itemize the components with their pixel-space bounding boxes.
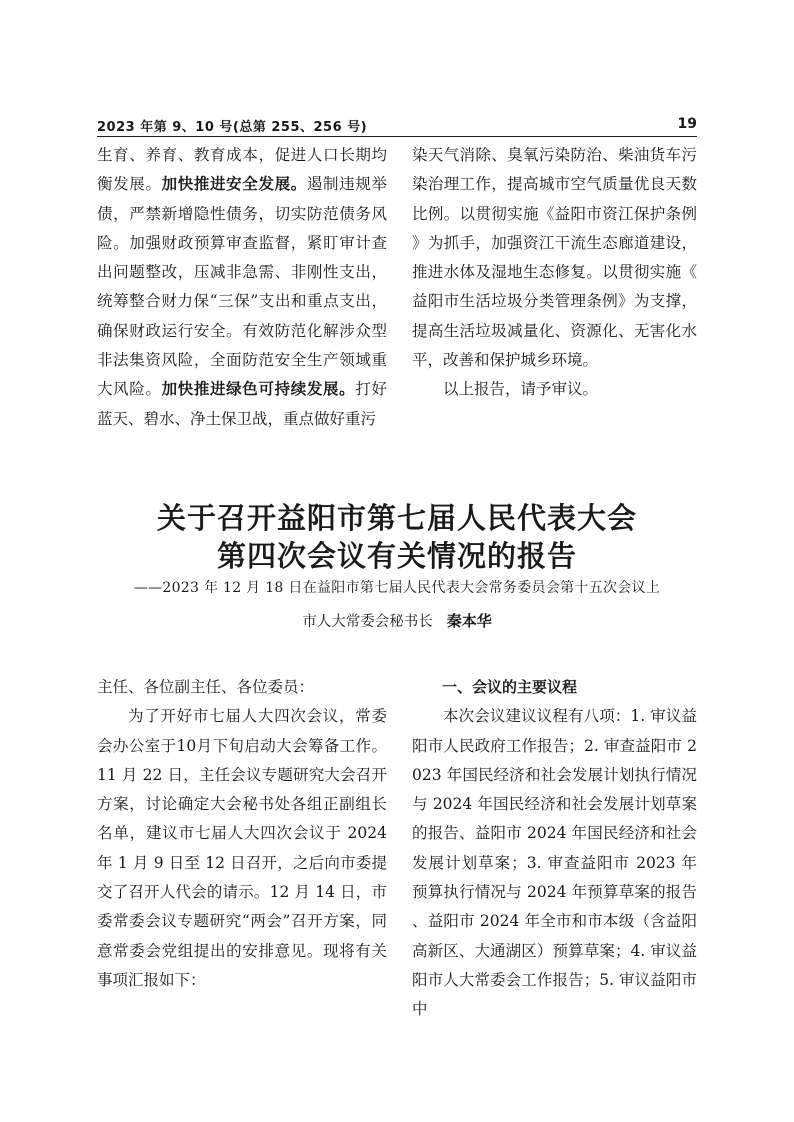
article-subtitle: ——2023 年 12 月 18 日在益阳市第七届人民代表大会常务委员会第十五次会议上 (133, 580, 661, 596)
author-name: 秦本华 (446, 612, 492, 630)
section-heading: 一、会议的主要议程 (442, 678, 578, 696)
article-title-line1: 关于召开益阳市第七届人民代表大会 (156, 501, 637, 535)
highlight-safety: 加快推进安全发展。 (161, 175, 307, 194)
issue-label: 2023 年第 9、10 号(总第 255、256 号) (97, 120, 368, 135)
closing-line: 以上报告，请予审议。 (443, 380, 599, 399)
article-title-line2: 第四次会议有关情况的报告 (216, 539, 577, 573)
top-right-column (412, 141, 697, 405)
body-left-column (97, 673, 387, 995)
author-line (0, 610, 794, 631)
top-right-paragraph: 染天气消除、臭氧污染防治、柴油货车污染治理工作，提高城市空气质量优良天数比例。以贯彻实施《益阳市资江保护条例》为抓手，加强资江干流生态廊道建设，推进水体及湿地生态修复。以贯彻实施《益阳市生活垃圾分类管理条例》为支撑，提高生活垃圾减量化、资源化、无害化水平，改善和保护城乡环境。 (412, 146, 697, 370)
salutation: 主任、各位副主任、各位委员： (97, 678, 315, 696)
body-right-column (412, 673, 697, 1025)
author-role: 市人大常委会秘书长 (302, 614, 433, 630)
page-number: 19 (677, 116, 697, 132)
agenda-paragraph: 本次会议建议议程有八项：1. 审议益阳市人民政府工作报告；2. 审查益阳市 2023 年国民经济和社会发展计划执行情况与 2024 年国民经济和社会发展计划草案的报告、益阳市 2024 年国民经济和社会发展计划草案；3. 审查益阳市 2023 年预算执行情况与 2024 年预算草案的报告、益阳市 2024 年全市和市本级（含益阳高新区、大通湖区）预算草案；4. 审议益阳市人大常委会工作报告；5. 审议益阳市中 (412, 707, 697, 1019)
body-paragraph: 为了开好市七届人大四次会议，常委会办公室于10月下旬启动大会筹备工作。11 月 22 日，主任会议专题研究大会召开方案，讨论确定大会秘书处各组正副组长名单，建议市七届人大四次会议于 2024 年 1 月 9 日至 12 日召开，之后向市委提交了召开人代会的请示。12 月 14 日，市委常委会议专题研究“两会”召开方案，同意常委会党组提出的安排意见。现将有关事项汇报如下： (97, 707, 387, 989)
top-left-column (97, 141, 387, 434)
highlight-green: 加快推进绿色可持续发展。 (161, 380, 356, 399)
page-header (97, 114, 697, 137)
top-left-paragraph: 生育、养育、教育成本，促进人口长期均衡发展。加快推进安全发展。遏制违规举债，严禁新增隐性债务，切实防范债务风险。加强财政预算审查监督，紧盯审计查出问题整改，压减非急需、非刚性支出，统筹整合财力保“三保”支出和重点支出，确保财政运行安全。有效防范化解涉众型非法集资风险，全面防范安全生产领域重大风险。加快推进绿色可持续发展。打好蓝天、碧水、净土保卫战，重点做好重污 (97, 146, 387, 428)
